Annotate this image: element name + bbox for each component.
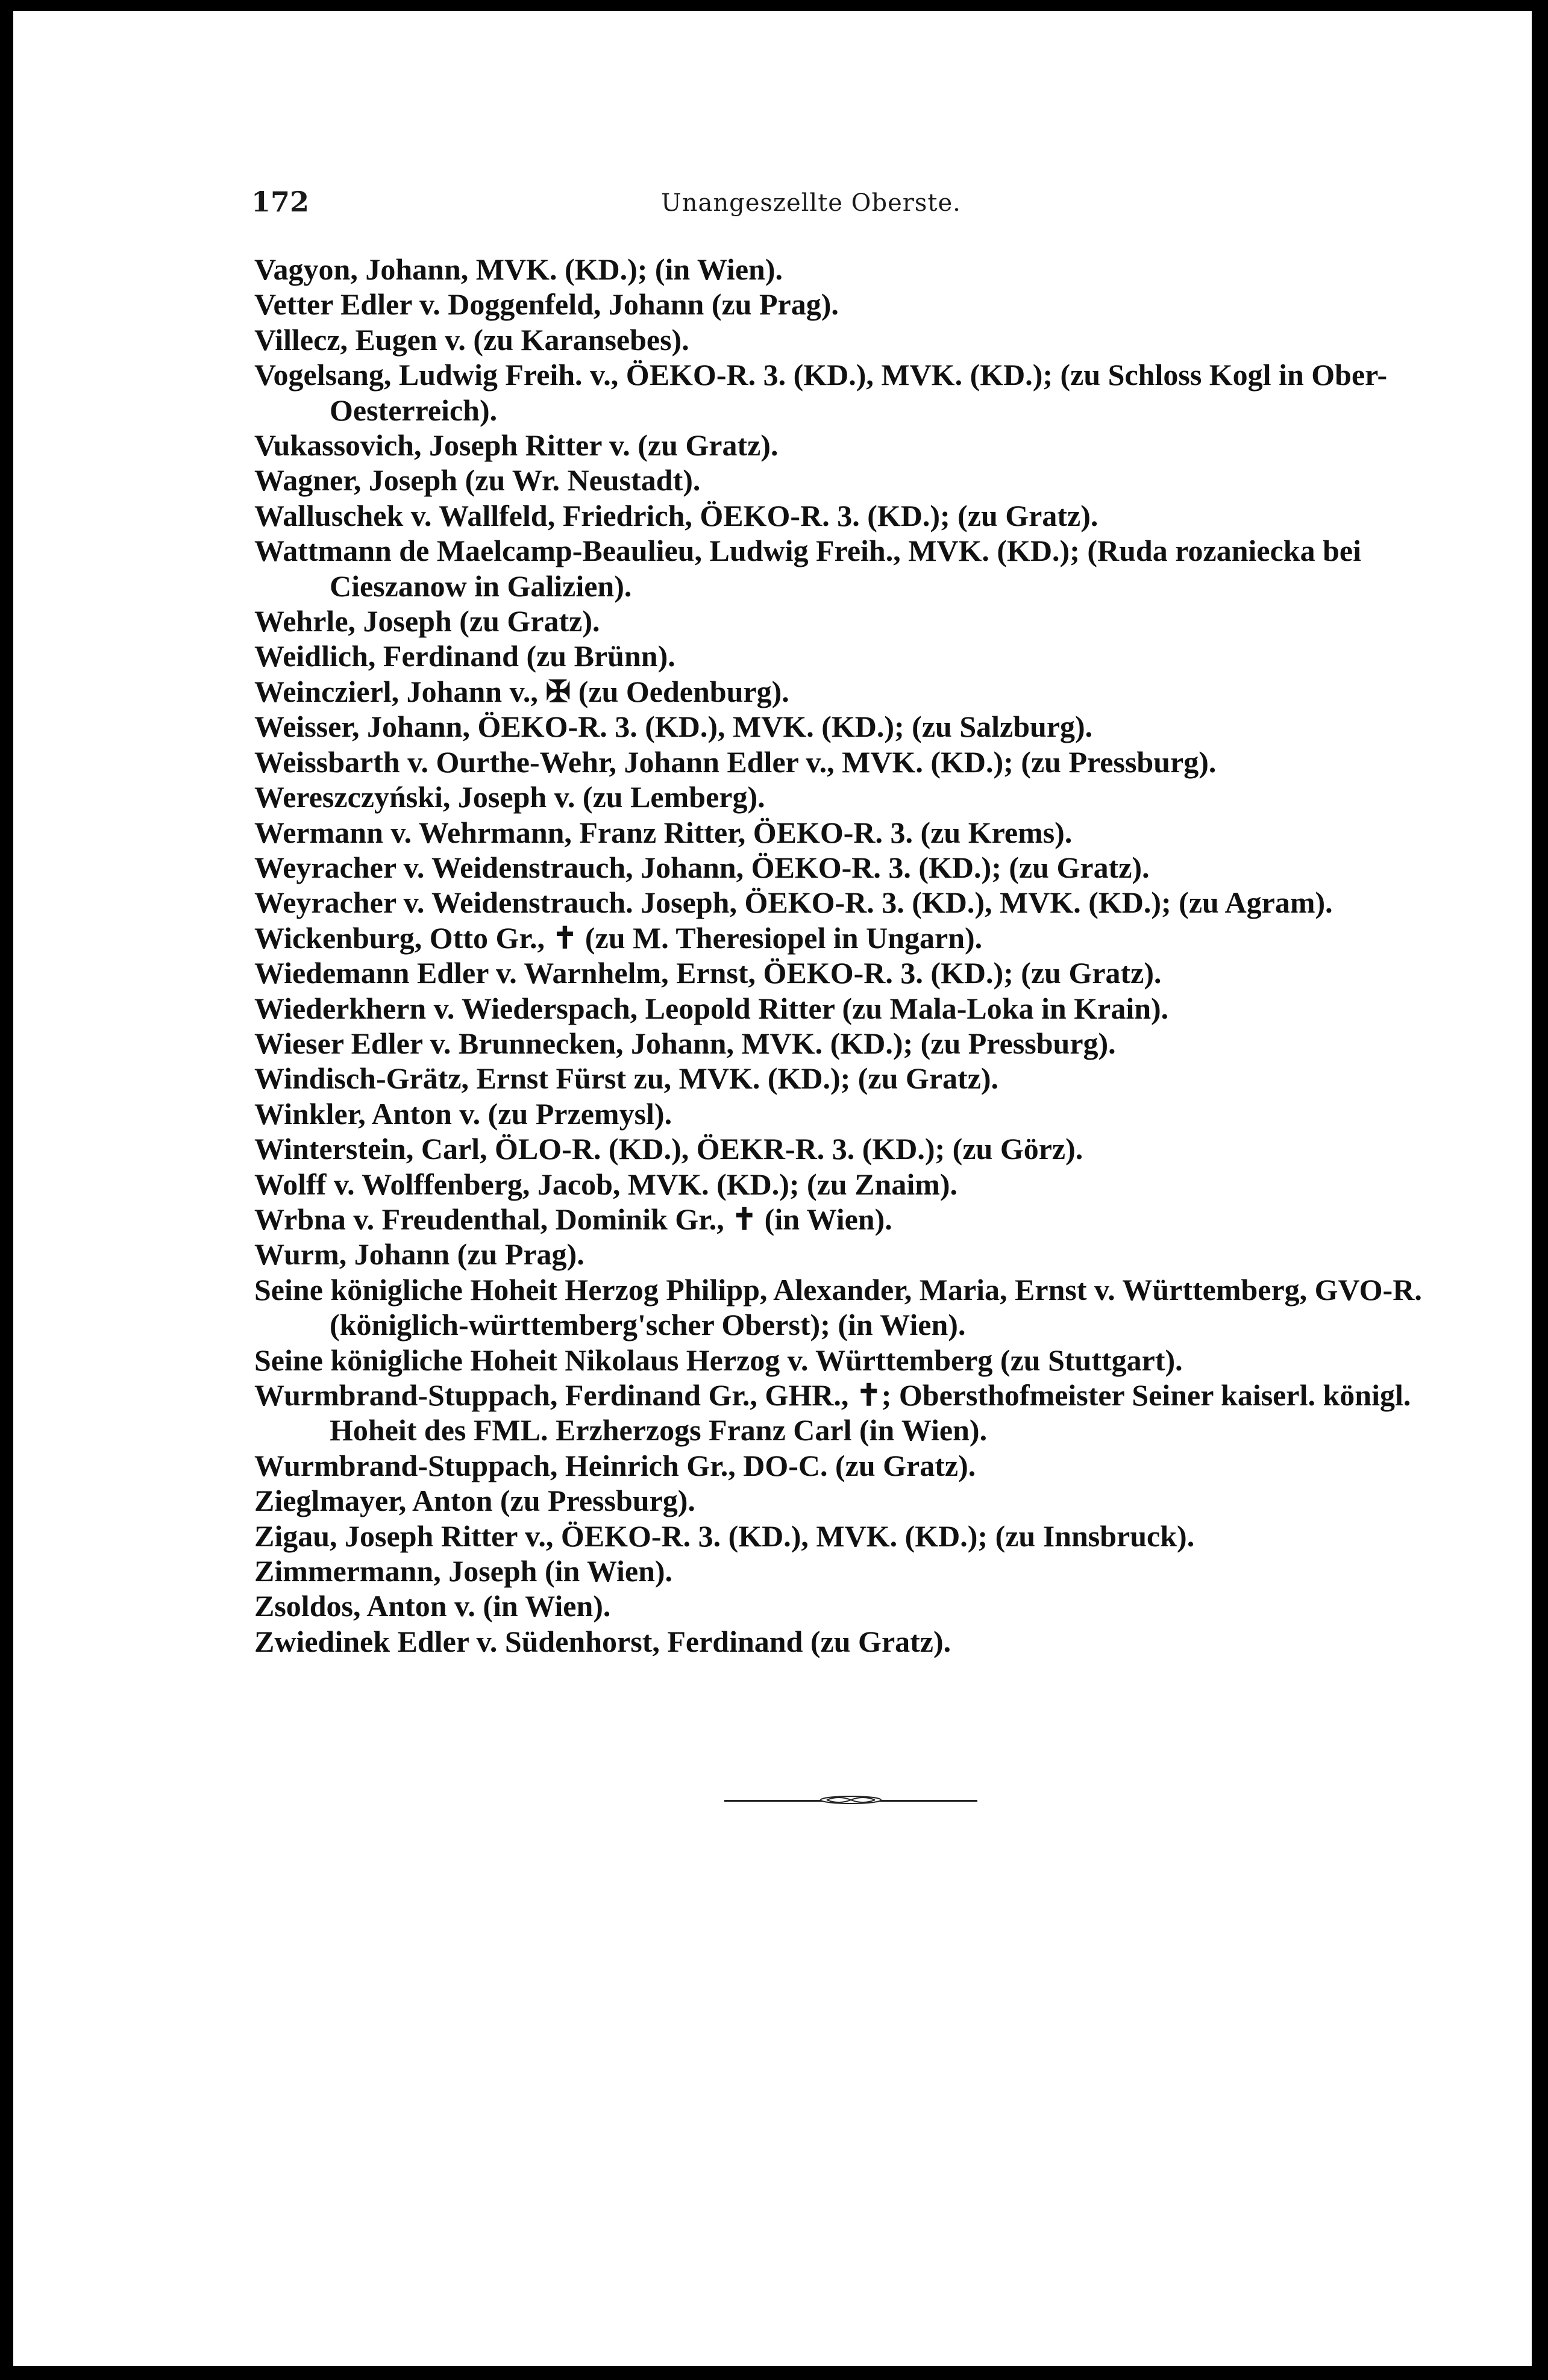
list-item: Seine königliche Hoheit Nikolaus Herzog v. Württemberg (zu Stuttgart). xyxy=(254,1343,1183,1377)
list-item: Windisch-Grätz, Ernst Fürst zu, MVK. (KD.); (zu Gratz). xyxy=(254,1061,999,1096)
list-item: Winkler, Anton v. (zu Przemysl). xyxy=(254,1096,672,1131)
list-item: Weyracher v. Weidenstrauch. Joseph, ÖEKO-R. 3. (KD.), MVK. (KD.); (zu Agram). xyxy=(254,885,1333,920)
flourish-ornament-icon xyxy=(815,1794,887,1806)
list-item: Wattmann de Maelcamp-Beaulieu, Ludwig Freih., MVK. (KD.); (Ruda rozaniecka bei Cieszanow in Galizien). xyxy=(254,534,1361,603)
list-item: Weidlich, Ferdinand (zu Brünn). xyxy=(254,639,675,673)
list-item: Wolff v. Wolffenberg, Jacob, MVK. (KD.); (zu Znaim). xyxy=(254,1167,958,1201)
list-item: Vukassovich, Joseph Ritter v. (zu Gratz). xyxy=(254,428,779,463)
list-item: Zigau, Joseph Ritter v., ÖEKO-R. 3. (KD.), MVK. (KD.); (zu Innsbruck). xyxy=(254,1519,1195,1553)
list-item: Vogelsang, Ludwig Freih. v., ÖEKO-R. 3. (KD.), MVK. (KD.); (zu Schloss Kogl in Ober-Oesterreich). xyxy=(254,358,1388,427)
list-item: Zieglmayer, Anton (zu Pressburg). xyxy=(254,1484,695,1518)
list-item: Wiedemann Edler v. Warnhelm, Ernst, ÖEKO-R. 3. (KD.); (zu Gratz). xyxy=(254,956,1162,990)
list-item: Vetter Edler v. Doggenfeld, Johann (zu Prag). xyxy=(254,287,839,322)
list-item: Villecz, Eugen v. (zu Karansebes). xyxy=(254,322,689,357)
list-item: Seine königliche Hoheit Herzog Philipp, Alexander, Maria, Ernst v. Württemberg, GVO-R. (königlich-württemberg'scher Oberst); (in Wien). xyxy=(254,1272,1422,1342)
list-item: Walluschek v. Wallfeld, Friedrich, ÖEKO-R. 3. (KD.); (zu Gratz). xyxy=(254,498,1098,533)
closing-ornament-rule xyxy=(724,1799,977,1802)
list-item: Zwiedinek Edler v. Südenhorst, Ferdinand (zu Gratz). xyxy=(254,1624,951,1658)
list-item: Wereszczyński, Joseph v. (zu Lemberg). xyxy=(254,780,765,814)
list-item: Vagyon, Johann, MVK. (KD.); (in Wien). xyxy=(254,252,783,286)
list-item: Winterstein, Carl, ÖLO-R. (KD.), ÖEKR-R. 3. (KD.); (zu Görz). xyxy=(254,1132,1083,1166)
list-item: Wieser Edler v. Brunnecken, Johann, MVK. (KD.); (zu Pressburg). xyxy=(254,1026,1116,1060)
list-item: Wickenburg, Otto Gr., ✝ (zu M. Theresiopel in Ungarn). xyxy=(254,920,983,955)
list-item: Weissbarth v. Ourthe-Wehr, Johann Edler v., MVK. (KD.); (zu Pressburg). xyxy=(254,745,1217,779)
list-item: Wrbna v. Freudenthal, Dominik Gr., ✝ (in Wien). xyxy=(254,1202,892,1236)
list-item: Wermann v. Wehrmann, Franz Ritter, ÖEKO-R. 3. (zu Krems). xyxy=(254,815,1073,849)
list-item: Weinczierl, Johann v., ✠ (zu Oedenburg). xyxy=(254,674,789,708)
page-header xyxy=(251,186,1023,234)
book-page xyxy=(13,11,1532,2366)
list-item: Wurm, Johann (zu Prag). xyxy=(254,1237,584,1272)
list-item: Wagner, Joseph (zu Wr. Neustadt). xyxy=(254,463,701,498)
list-item: Wehrle, Joseph (zu Gratz). xyxy=(254,604,600,639)
list-item: Zsoldos, Anton v. (in Wien). xyxy=(254,1589,611,1623)
list-item: Weisser, Johann, ÖEKO-R. 3. (KD.), MVK. (KD.); (zu Salzburg). xyxy=(254,710,1093,744)
running-title: Unangeszellte Oberste. xyxy=(661,189,961,217)
list-item: Wiederkhern v. Wiederspach, Leopold Ritter (zu Mala-Loka in Krain). xyxy=(254,991,1169,1025)
page-number: 172 xyxy=(251,186,310,218)
list-item: Wurmbrand-Stuppach, Heinrich Gr., DO-C. (zu Gratz). xyxy=(254,1448,976,1482)
list-item: Zimmermann, Joseph (in Wien). xyxy=(254,1554,673,1588)
entry-list xyxy=(254,252,1429,1659)
list-item: Wurmbrand-Stuppach, Ferdinand Gr., GHR., ✝; Obersthofmeister Seiner kaiserl. königl. Hoheit des FML. Erzherzogs Franz Carl (in Wien). xyxy=(254,1378,1411,1448)
list-item: Weyracher v. Weidenstrauch, Johann, ÖEKO-R. 3. (KD.); (zu Gratz). xyxy=(254,850,1150,884)
